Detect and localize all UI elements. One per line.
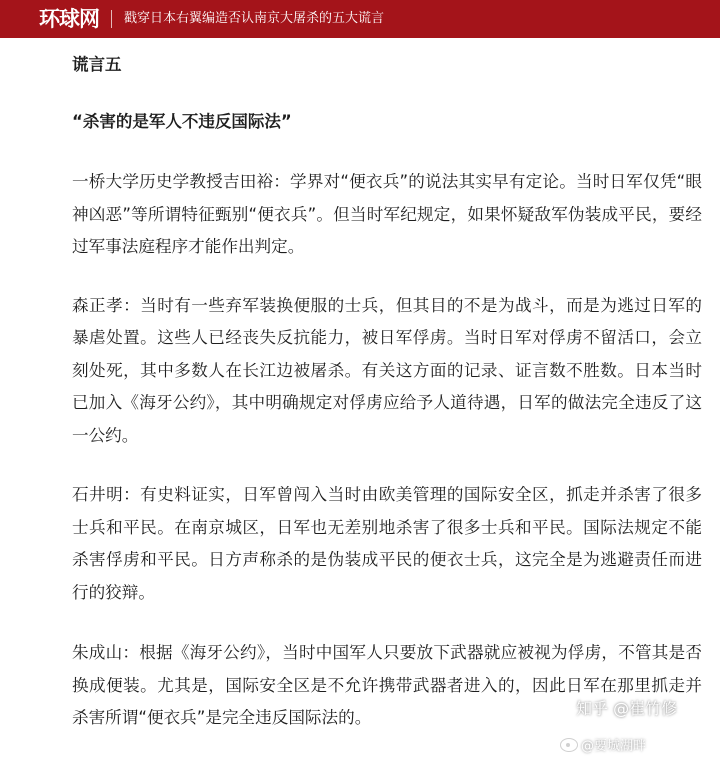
paragraph-mori: 森正孝：当时有一些弃军装换便服的士兵，但其目的不是为战斗，而是为逃过日军的暴虐处置。这些人已经丧失反抗能力，被日军俘虏。当时日军对俘虏不留活口，会立刻处死，其中多数人在长江边被屠杀。有关这方面的记录、证言数不胜数。日本当时已加入《海牙公约》，其中明确规定对俘虏应给予人道待遇，日军的做法完全违反了这一公约。 [72, 295, 702, 445]
weibo-handle: @要城湖畔 [581, 739, 647, 754]
article-body [72, 52, 702, 735]
quote-title: “杀害的是军人不违反国际法” [72, 112, 292, 131]
weibo-icon [560, 738, 578, 752]
weibo-watermark [560, 735, 646, 754]
header-bar [0, 0, 720, 38]
site-logo[interactable]: 环球网 [39, 7, 99, 31]
zhihu-watermark: 知乎 @崔竹修 [576, 699, 678, 718]
article-headline: 戳穿日本右翼编造否认南京大屠杀的五大谎言 [124, 11, 385, 26]
paragraph-zhu: 朱成山：根据《海牙公约》，当时中国军人只要放下武器就应被视为俘虏，不管其是否换成便装。尤其是，国际安全区是不允许携带武器者进入的，因此日军在那里抓走并杀害所谓“便衣兵”是完全违反国际法的。 [72, 643, 702, 727]
paragraph-yoshida: 一桥大学历史学教授吉田裕：学界对“便衣兵”的说法其实早有定论。当时日军仅凭“眼神凶恶”等所谓特征甄别“便衣兵”。但当时军纪规定，如果怀疑敌军伪装成平民，要经过军事法庭程序才能作出判定。 [72, 172, 702, 256]
paragraph-ishii: 石井明：有史料证实，日军曾闯入当时由欧美管理的国际安全区，抓走并杀害了很多士兵和平民。在南京城区，日军也无差别地杀害了很多士兵和平民。国际法规定不能杀害俘虏和平民。日方声称杀的是伪装成平民的便衣士兵，这完全是为逃避责任而进行的狡辩。 [72, 485, 702, 602]
header-divider [111, 10, 112, 28]
section-title: 谎言五 [72, 55, 122, 74]
